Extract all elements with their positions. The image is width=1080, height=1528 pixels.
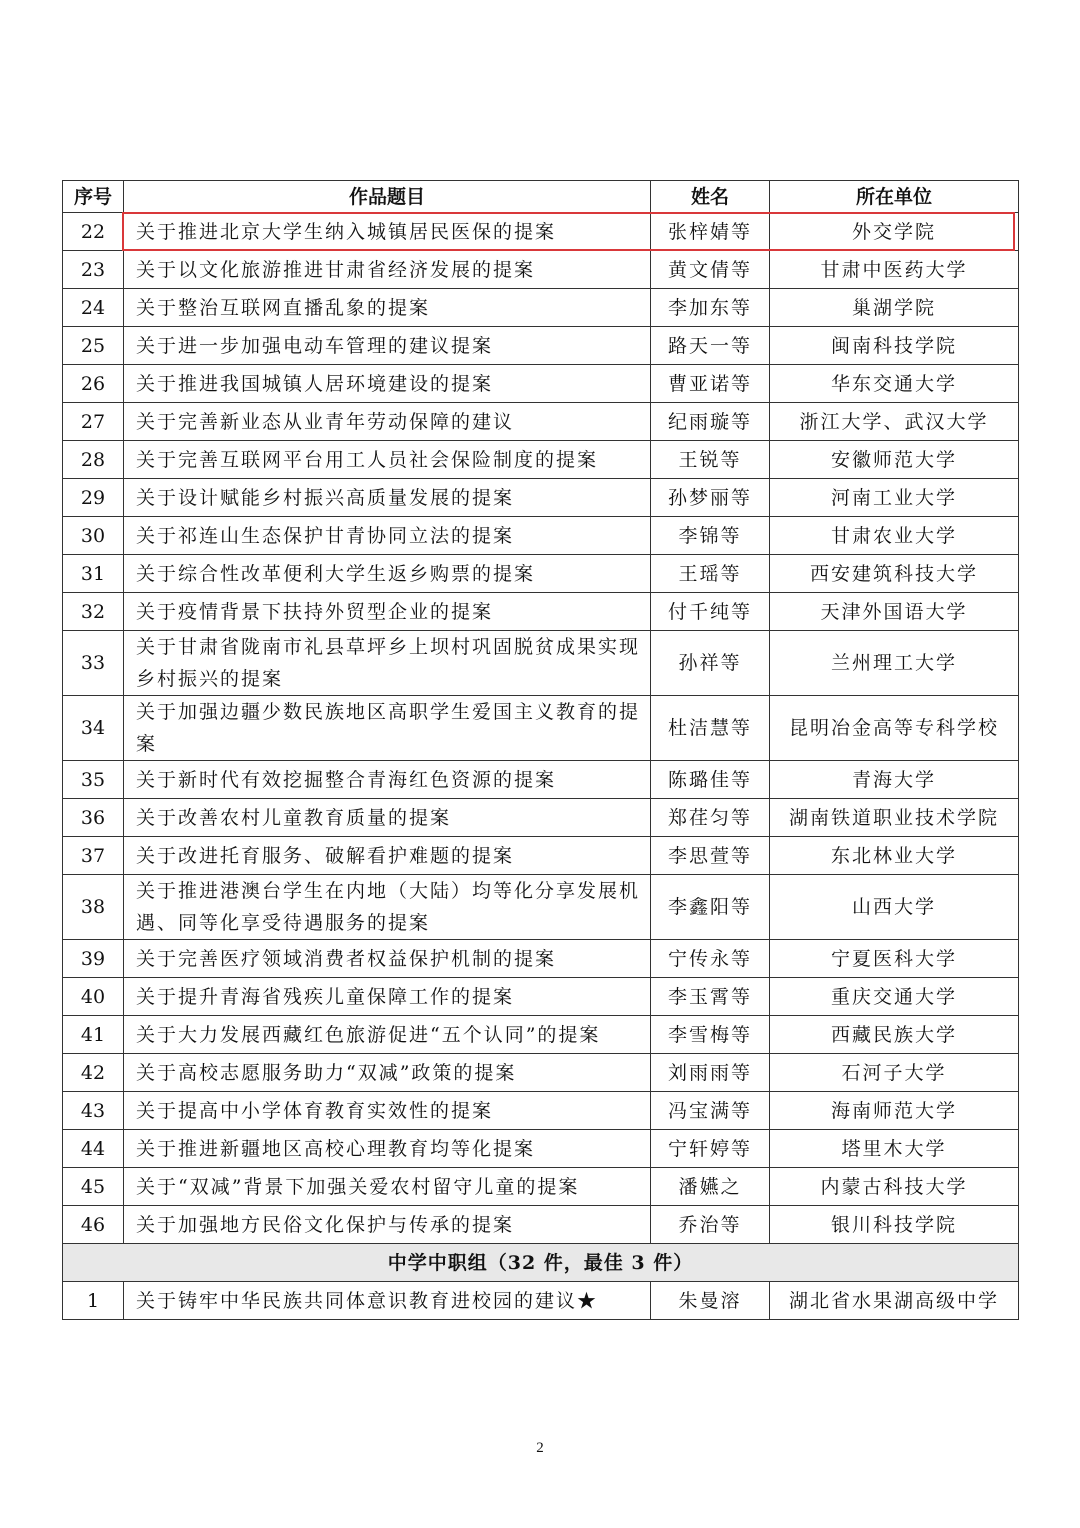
row-title: 关于综合性改革便利大学生返乡购票的提案 xyxy=(124,555,651,593)
row-unit: 内蒙古科技大学 xyxy=(770,1168,1019,1206)
row-unit: 重庆交通大学 xyxy=(770,978,1019,1016)
row-title: 关于“双减”背景下加强关爱农村留守儿童的提案 xyxy=(124,1168,651,1206)
row-name: 陈璐佳等 xyxy=(651,761,770,799)
row-name: 李玉霄等 xyxy=(651,978,770,1016)
table-row xyxy=(63,365,1019,403)
row-name: 黄文倩等 xyxy=(651,251,770,289)
row-title: 关于疫情背景下扶持外贸型企业的提案 xyxy=(124,593,651,631)
row-number: 36 xyxy=(63,799,124,837)
row-unit: 西安建筑科技大学 xyxy=(770,555,1019,593)
row-title: 关于改善农村儿童教育质量的提案 xyxy=(124,799,651,837)
table-row xyxy=(63,799,1019,837)
row-number: 37 xyxy=(63,837,124,875)
row-unit: 宁夏医科大学 xyxy=(770,940,1019,978)
table-row xyxy=(63,213,1019,251)
row-title: 关于提升青海省残疾儿童保障工作的提案 xyxy=(124,978,651,1016)
row-unit: 东北林业大学 xyxy=(770,837,1019,875)
table-row xyxy=(63,441,1019,479)
row-name: 付千纯等 xyxy=(651,593,770,631)
row-number: 33 xyxy=(63,631,124,696)
row-title: 关于设计赋能乡村振兴高质量发展的提案 xyxy=(124,479,651,517)
row-name: 宁轩婷等 xyxy=(651,1130,770,1168)
row-number: 43 xyxy=(63,1092,124,1130)
row-title: 关于推进新疆地区高校心理教育均等化提案 xyxy=(124,1130,651,1168)
table-row xyxy=(63,479,1019,517)
table-row xyxy=(63,1092,1019,1130)
table-body xyxy=(63,213,1019,1320)
row-name: 乔治等 xyxy=(651,1206,770,1244)
row-title: 关于铸牢中华民族共同体意识教育进校园的建议★ xyxy=(124,1282,651,1320)
row-title: 关于推进北京大学生纳入城镇居民医保的提案 xyxy=(124,213,651,251)
row-unit: 闽南科技学院 xyxy=(770,327,1019,365)
row-name: 宁传永等 xyxy=(651,940,770,978)
row-number: 31 xyxy=(63,555,124,593)
row-unit: 外交学院 xyxy=(770,213,1019,251)
row-unit: 湖南铁道职业技术学院 xyxy=(770,799,1019,837)
row-name: 张梓婧等 xyxy=(651,213,770,251)
row-name: 孙祥等 xyxy=(651,631,770,696)
row-title: 关于甘肃省陇南市礼县草坪乡上坝村巩固脱贫成果实现乡村振兴的提案 xyxy=(124,631,651,696)
row-name: 潘嬿之 xyxy=(651,1168,770,1206)
row-name: 李加东等 xyxy=(651,289,770,327)
table-row xyxy=(63,289,1019,327)
row-number: 26 xyxy=(63,365,124,403)
row-name: 曹亚诺等 xyxy=(651,365,770,403)
row-number: 35 xyxy=(63,761,124,799)
row-number: 30 xyxy=(63,517,124,555)
row-name: 刘雨雨等 xyxy=(651,1054,770,1092)
row-unit: 甘肃中医药大学 xyxy=(770,251,1019,289)
header-name: 姓名 xyxy=(651,181,770,213)
row-number: 25 xyxy=(63,327,124,365)
row-title: 关于进一步加强电动车管理的建议提案 xyxy=(124,327,651,365)
row-name: 李鑫阳等 xyxy=(651,875,770,940)
table-row xyxy=(63,1168,1019,1206)
row-number: 46 xyxy=(63,1206,124,1244)
row-number: 23 xyxy=(63,251,124,289)
row-unit: 银川科技学院 xyxy=(770,1206,1019,1244)
header-unit: 所在单位 xyxy=(770,181,1019,213)
table-row xyxy=(63,1016,1019,1054)
row-unit: 天津外国语大学 xyxy=(770,593,1019,631)
row-unit: 海南师范大学 xyxy=(770,1092,1019,1130)
section-title: 中学中职组（32 件，最佳 3 件） xyxy=(63,1244,1019,1282)
row-name: 王锐等 xyxy=(651,441,770,479)
row-name: 冯宝满等 xyxy=(651,1092,770,1130)
table-header-row xyxy=(63,181,1019,213)
row-number: 27 xyxy=(63,403,124,441)
row-number: 38 xyxy=(63,875,124,940)
table-row xyxy=(63,251,1019,289)
row-number: 40 xyxy=(63,978,124,1016)
table-row xyxy=(63,555,1019,593)
row-unit: 石河子大学 xyxy=(770,1054,1019,1092)
row-number: 32 xyxy=(63,593,124,631)
row-number: 29 xyxy=(63,479,124,517)
row-title: 关于新时代有效挖掘整合青海红色资源的提案 xyxy=(124,761,651,799)
row-title: 关于完善互联网平台用工人员社会保险制度的提案 xyxy=(124,441,651,479)
row-name: 李雪梅等 xyxy=(651,1016,770,1054)
header-title: 作品题目 xyxy=(124,181,651,213)
row-unit: 青海大学 xyxy=(770,761,1019,799)
page-number: 2 xyxy=(536,1440,544,1456)
row-title: 关于推进港澳台学生在内地（大陆）均等化分享发展机遇、同等化享受待遇服务的提案 xyxy=(124,875,651,940)
row-title: 关于提高中小学体育教育实效性的提案 xyxy=(124,1092,651,1130)
row-unit: 巢湖学院 xyxy=(770,289,1019,327)
table-row xyxy=(63,517,1019,555)
row-number: 45 xyxy=(63,1168,124,1206)
table-row xyxy=(63,875,1019,940)
row-name: 郑荏匀等 xyxy=(651,799,770,837)
row-number: 1 xyxy=(63,1282,124,1320)
row-unit: 安徽师范大学 xyxy=(770,441,1019,479)
table-row xyxy=(63,1130,1019,1168)
row-title: 关于以文化旅游推进甘肃省经济发展的提案 xyxy=(124,251,651,289)
row-number: 39 xyxy=(63,940,124,978)
row-number: 24 xyxy=(63,289,124,327)
row-name: 孙梦丽等 xyxy=(651,479,770,517)
row-unit: 塔里木大学 xyxy=(770,1130,1019,1168)
row-unit: 湖北省水果湖高级中学 xyxy=(770,1282,1019,1320)
table-row xyxy=(63,837,1019,875)
table-row xyxy=(63,1206,1019,1244)
table-row xyxy=(63,761,1019,799)
row-number: 44 xyxy=(63,1130,124,1168)
row-unit: 兰州理工大学 xyxy=(770,631,1019,696)
proposal-table xyxy=(62,180,1019,1320)
table-row xyxy=(63,1282,1019,1320)
row-title: 关于完善医疗领域消费者权益保护机制的提案 xyxy=(124,940,651,978)
row-name: 纪雨璇等 xyxy=(651,403,770,441)
table-row xyxy=(63,1054,1019,1092)
row-name: 路天一等 xyxy=(651,327,770,365)
table-row xyxy=(63,940,1019,978)
row-number: 41 xyxy=(63,1016,124,1054)
row-name: 李思萱等 xyxy=(651,837,770,875)
table-row xyxy=(63,403,1019,441)
row-title: 关于改进托育服务、破解看护难题的提案 xyxy=(124,837,651,875)
row-title: 关于整治互联网直播乱象的提案 xyxy=(124,289,651,327)
row-title: 关于推进我国城镇人居环境建设的提案 xyxy=(124,365,651,403)
row-number: 34 xyxy=(63,696,124,761)
section-header-row xyxy=(63,1244,1019,1282)
table-row xyxy=(63,696,1019,761)
row-number: 28 xyxy=(63,441,124,479)
row-number: 22 xyxy=(63,213,124,251)
table-row xyxy=(63,593,1019,631)
row-unit: 浙江大学、武汉大学 xyxy=(770,403,1019,441)
row-title: 关于祁连山生态保护甘青协同立法的提案 xyxy=(124,517,651,555)
row-unit: 河南工业大学 xyxy=(770,479,1019,517)
row-name: 王瑶等 xyxy=(651,555,770,593)
table-row xyxy=(63,978,1019,1016)
row-title: 关于大力发展西藏红色旅游促进“五个认同”的提案 xyxy=(124,1016,651,1054)
header-no: 序号 xyxy=(63,181,124,213)
row-name: 李锦等 xyxy=(651,517,770,555)
table-row xyxy=(63,631,1019,696)
row-title: 关于加强边疆少数民族地区高职学生爱国主义教育的提案 xyxy=(124,696,651,761)
table-row xyxy=(63,327,1019,365)
row-title: 关于高校志愿服务助力“双减”政策的提案 xyxy=(124,1054,651,1092)
row-unit: 华东交通大学 xyxy=(770,365,1019,403)
row-title: 关于加强地方民俗文化保护与传承的提案 xyxy=(124,1206,651,1244)
row-title: 关于完善新业态从业青年劳动保障的建议 xyxy=(124,403,651,441)
row-name: 杜洁慧等 xyxy=(651,696,770,761)
row-unit: 昆明冶金高等专科学校 xyxy=(770,696,1019,761)
row-unit: 甘肃农业大学 xyxy=(770,517,1019,555)
row-unit: 西藏民族大学 xyxy=(770,1016,1019,1054)
row-unit: 山西大学 xyxy=(770,875,1019,940)
row-name: 朱曼溶 xyxy=(651,1282,770,1320)
row-number: 42 xyxy=(63,1054,124,1092)
